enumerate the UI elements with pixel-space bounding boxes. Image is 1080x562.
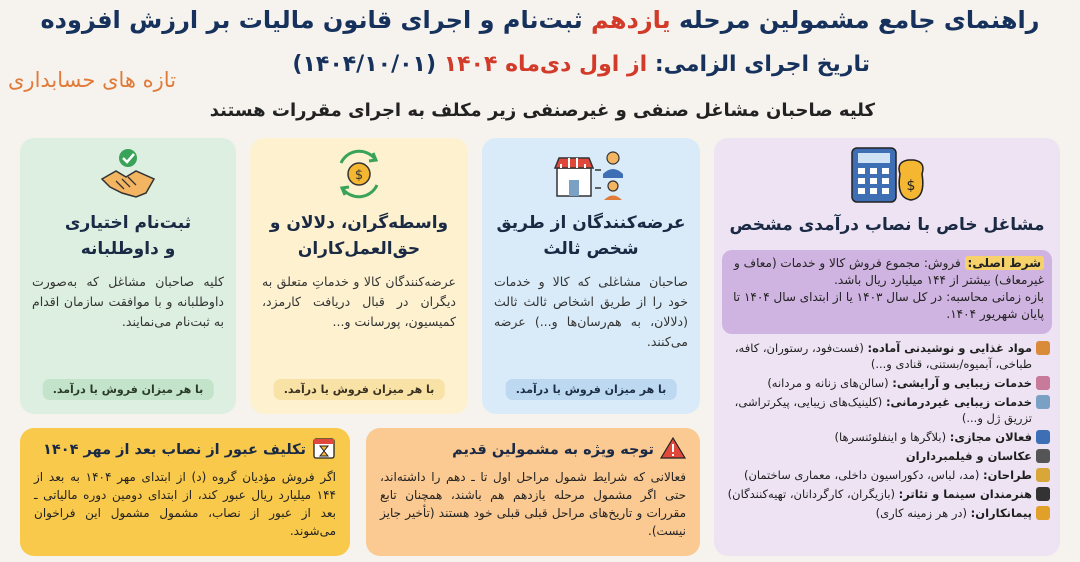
list-item [722, 340, 1050, 372]
card-voluntary-title [28, 210, 228, 262]
list-item-name: فعالان مجازی: [949, 430, 1032, 444]
period-text: بازه زمانی محاسبه: در کل سال ۱۴۰۳ یا از ابتدای سال ۱۴۰۴ تا پایان شهریور ۱۴۰۴. [733, 290, 1044, 321]
card-third-party-pill: با هر میزان فروش یا درآمد. [506, 379, 677, 400]
handshake-icon [20, 146, 236, 202]
ruler-icon [1036, 468, 1050, 482]
list-item-desc: (فست‌فود، رستوران، کافه، طباخی، آبمیوه/بستنی، قنادی و...) [734, 341, 1032, 371]
list-item-name: خدمات زیبایی غیردرمانی: [885, 395, 1032, 409]
condition-line [730, 255, 1044, 289]
box-old-members-header [380, 436, 686, 464]
card-third-party-title-line2: شخص ثالث [543, 239, 639, 259]
hourglass-calendar-icon [312, 436, 336, 464]
card-specific-title: مشاغل خاص با نصاب درآمدی مشخص [729, 215, 1045, 235]
card-voluntary-title-line2: و داوطلبانه [80, 239, 176, 259]
card-brokers-title [258, 210, 460, 262]
card-brokers-title-line2: حق‌العمل‌کاران [297, 239, 421, 259]
card-third-party-title-line1: عرضه‌کنندگان از طریق [496, 213, 686, 233]
card-third-party-title [490, 210, 692, 262]
box-threshold [20, 428, 350, 556]
clapper-icon [1036, 487, 1050, 501]
svg-text:$: $ [354, 168, 364, 183]
card-voluntary-pill: با هر میزان فروش یا درآمد. [43, 379, 214, 400]
coin-exchange-icon [250, 146, 468, 202]
condition-text: فروش: مجموع فروش کالا و خدمات (معاف و غیرمعاف) بیشتر از ۱۴۴ میلیارد ریال باشد. [734, 256, 1044, 287]
list-item [722, 375, 1050, 391]
list-item-name: مواد غذایی و نوشیدنی آماده: [867, 341, 1032, 355]
card-brokers [250, 138, 468, 414]
calculator-icon [714, 144, 1060, 204]
box-threshold-title: تکلیف عبور از نصاب بعد از مهر ۱۴۰۴ [43, 442, 306, 458]
burger-icon [1036, 341, 1050, 355]
title-part1: راهنمای جامع مشمولین مرحله [670, 6, 1040, 34]
list-item-name: هنرمندان سینما و تئاتر: [898, 487, 1032, 501]
box-threshold-header [34, 436, 336, 464]
list-item-desc: (مد، لباس، دکوراسیون داخلی، معماری ساختمان) [743, 468, 984, 482]
date-highlight: از اول دی‌ماه ۱۴۰۴ [443, 52, 648, 77]
page-title [10, 6, 1070, 34]
list-item-desc: (در هر زمینه کاری) [875, 506, 971, 520]
condition-box [722, 250, 1052, 334]
list-item-desc: (سالن‌های زنانه و مردانه) [767, 376, 893, 390]
list-item [722, 467, 1050, 483]
card-brokers-title-line1: واسطه‌گران، دلالان و [269, 213, 449, 233]
warning-icon [660, 436, 686, 464]
box-threshold-body: اگر فروش مؤدیان گروه (د) از ابتدای مهر ۱۴۰۴ به بعد از ۱۴۴ میلیارد ریال عبور کند، از ابتدای دومین دوره مالیاتی ـ بعد از عبور از نصاب، مشمول مشمول این فراخوان می‌شوند. [34, 470, 337, 538]
occupation-list [722, 340, 1050, 524]
card-brokers-body: عرضه‌کنندگان کالا و خدماتِ متعلق به دیگران در قبال دریافت کارمزد، کمیسیون، پورسانت و... [262, 274, 456, 329]
list-item-name: پیمانکاران: [970, 506, 1032, 520]
list-item [722, 394, 1050, 426]
title-highlight: یازدهم [591, 6, 671, 34]
list-item [722, 448, 1050, 464]
syringe-icon [1036, 395, 1050, 409]
list-item [722, 486, 1050, 502]
card-brokers-pill: با هر میزان فروش یا درآمد. [274, 379, 445, 400]
card-voluntary-body: کلیه صاحبان مشاغل که به‌صورت داوطلبانه و با موافقت سازمان اقدام به ثبت‌نام می‌نمایند. [32, 274, 224, 329]
card-voluntary [20, 138, 236, 414]
list-item-name: عکاسان و فیلمبرداران [905, 449, 1032, 463]
phone-icon [1036, 430, 1050, 444]
subtitle: کلیه صاحبان مشاغل صنفی و غیرصنفی زیر مکلف به اجرای مقررات هستند [209, 100, 875, 121]
box-old-members-body: فعالانی که شرایط شمول مراحل اول تا ـ دهم را داشته‌اند، حتی اگر مشمول مرحله یازدهم هم باشند، همچنان تابع مقررات و تاریخ‌های مراحل قبلی قبلی خود هستند (تأخیر جایز نیست). [380, 470, 686, 538]
list-item-desc: (بازیگران، کارگردانان، تهیه‌کنندگان) [727, 487, 899, 501]
card-specific-occupations [714, 138, 1060, 556]
list-item [722, 429, 1050, 445]
storefront-icon [482, 146, 700, 202]
watermark-text: تازه های حسابداری [8, 68, 177, 92]
box-old-members [366, 428, 700, 556]
list-item-desc: (بلاگرها و اینفلوئنسرها) [834, 430, 950, 444]
list-item-desc: (کلینیک‌های زیبایی، پیکرتراشی، تزریق ژل و...) [734, 395, 1032, 425]
list-item-name: طراحان: [983, 468, 1032, 482]
list-item-name: خدمات زیبایی و آرایشی: [892, 376, 1032, 390]
date-line [292, 52, 870, 77]
svg-text:$: $ [906, 178, 916, 194]
box-old-members-title: توجه ویژه به مشمولین قدیم [452, 442, 654, 458]
list-item [722, 505, 1050, 521]
date-label: تاریخ اجرای الزامی: [647, 52, 870, 77]
camera-icon [1036, 449, 1050, 463]
woman-icon [1036, 376, 1050, 390]
card-third-party [482, 138, 700, 414]
condition-label: شرط اصلی: [965, 256, 1044, 270]
date-paren: (۱۴۰۴/۱۰/۰۱) [292, 52, 444, 77]
helmet-icon [1036, 506, 1050, 520]
title-part2: ثبت‌نام و اجرای قانون مالیات بر ارزش افزوده [40, 6, 592, 34]
card-voluntary-title-line1: ثبت‌نام اختیاری [64, 213, 192, 233]
card-third-party-body: صاحبان مشاغلی که کالا و خدمات خود را از طریق اشخاص ثالث ثالث (دلالان، به هم‌رسان‌ها و...) عرضه می‌کنند. [494, 274, 688, 349]
